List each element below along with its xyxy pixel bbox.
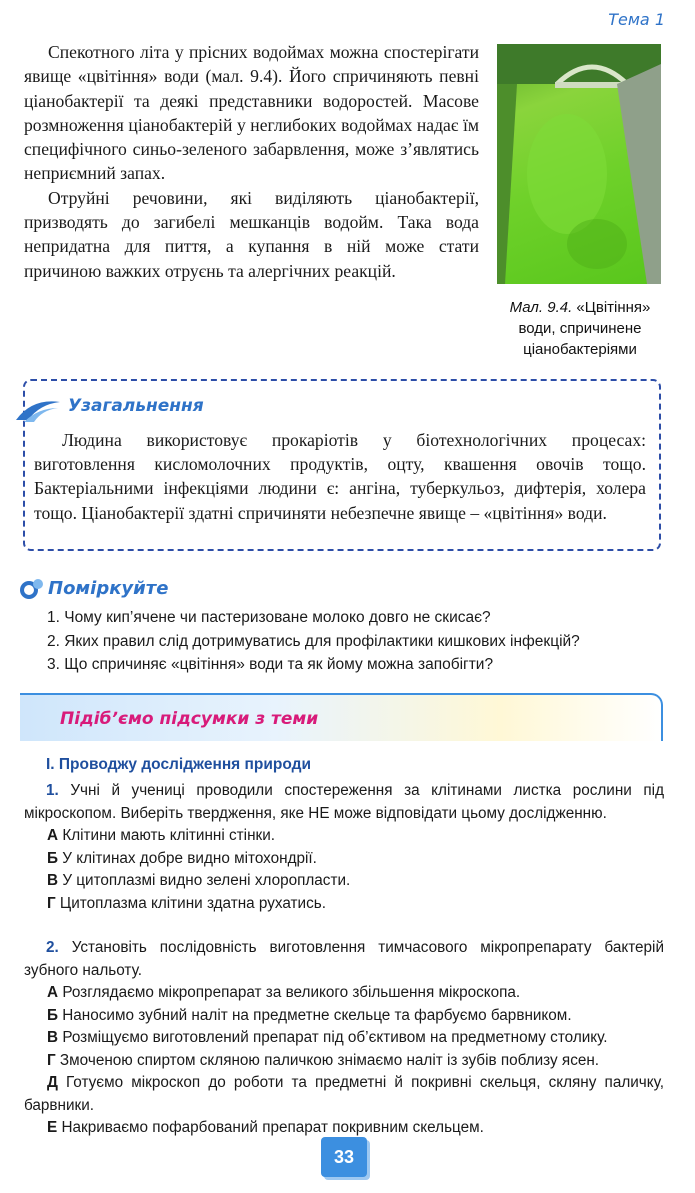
option-letter: В — [47, 872, 59, 889]
option-letter: Г — [47, 1051, 56, 1069]
task-option — [24, 1050, 664, 1073]
option-letter: А — [47, 984, 59, 1001]
figure-label: Мал. 9.4. — [509, 299, 573, 316]
water-bloom-photo — [497, 44, 661, 284]
summary-paragraph: Людина використовує прокаріотів у біотехнологічних процесах: виготовлення кисломолочних продуктів, оцту, квашення овочів тощо. Бактеріальними інфекціями людини є: ангіна, туберкульоз, дифтерія, холера тощо. Ціанобактерії здатні спричиняти небезпечне явище – «цвітіння» води. — [34, 430, 646, 523]
question-item: 2. Яких правил слід дотримуватись для профілактики кишкових інфекцій? — [47, 632, 580, 650]
summary-text — [34, 428, 646, 525]
option-text: У клітинах добре видно мітохондрії. — [62, 849, 317, 867]
option-text: Готуємо мікроскоп до роботи та предметні й покривні скельця, скляну паличку, барвники. — [24, 1074, 664, 1114]
think-icon — [18, 578, 44, 602]
question-item: 3. Що спричиняє «цвітіння» води та як йому можна запобігти? — [47, 656, 494, 673]
task-option — [24, 825, 664, 848]
option-letter: А — [47, 827, 59, 844]
task-1-question — [24, 780, 664, 825]
option-letter: Д — [47, 1074, 58, 1091]
figure-caption-text: «Цвітіння» води, спричинене ціанобактеріями — [518, 299, 651, 358]
results-banner-title: Підібʼємо підсумки з теми — [60, 709, 319, 729]
option-text: Клітини мають клітинні стінки. — [62, 827, 275, 844]
option-letter: Г — [47, 894, 56, 912]
task-option — [24, 848, 664, 871]
task-option — [24, 1072, 664, 1117]
option-text: Змоченою спиртом скляною паличкою знімаємо наліт із зубів поблизу ясен. — [59, 1051, 600, 1069]
page-number: 33 — [321, 1137, 367, 1177]
option-letter: Б — [47, 849, 58, 867]
task-2-question — [24, 937, 664, 982]
option-text: Накриваємо пофарбований препарат покривним скельцем. — [61, 1119, 484, 1136]
option-letter: Е — [47, 1119, 58, 1136]
task-text: Учні й учениці проводили спостереження за клітинами листка рослини під мікроскопом. Виберіть твердження, яке НЕ може відповідати цьому дослідженню. — [24, 782, 665, 822]
question-item: 1. Чому кип’ячене чи пастеризоване молоко довго не скисає? — [47, 609, 491, 626]
option-text: Розміщуємо виготовлений препарат під об’єктивом на предметному столику. — [62, 1029, 608, 1046]
think-title: Поміркуйте — [48, 578, 169, 599]
topic-label: Тема 1 — [608, 10, 665, 29]
task-text: Установіть послідовність виготовлення тимчасового мікропрепарату бактерій зубного нальоту. — [24, 939, 664, 979]
tasks — [24, 780, 664, 1140]
option-text: Цитоплазма клітини здатна рухатись. — [59, 894, 326, 912]
option-letter: В — [47, 1029, 59, 1046]
task-option — [24, 1027, 664, 1050]
figure-caption — [490, 297, 670, 360]
task-option — [24, 1005, 664, 1028]
task-number: 2. — [46, 939, 59, 956]
intro-paragraph: Отруйні речовини, які виділяють ціанобактерії, призводять до загибелі мешканців водойм. Така вода непридатна для пиття, а купання в ній може стати причиною важких отруєнь та алергічних реакцій. — [24, 187, 479, 281]
question-list — [47, 606, 667, 677]
task-option — [24, 893, 664, 916]
intro-paragraph: Спекотного літа у прісних водоймах можна спостерігати явище «цвітіння» води (мал. 9.4). Його спричиняють певні ціанобактерії та деякі представники водоростей. Масове розмноження ціанобактерій у неглибоких водоймах надає їм специфічного синьо-зеленого забарвлення, може з’являтись неприємний запах. — [24, 42, 479, 184]
task-option — [24, 982, 664, 1005]
section-title: І. Проводжу дослідження природи — [46, 756, 311, 773]
intro-text — [24, 40, 479, 283]
task-number: 1. — [46, 782, 59, 799]
wave-icon — [14, 396, 62, 424]
summary-title: Узагальнення — [64, 396, 208, 416]
option-letter: Б — [47, 1006, 58, 1024]
task-option — [24, 870, 664, 893]
water-bloom-illustration — [497, 44, 661, 284]
option-text: Розглядаємо мікропрепарат за великого збільшення мікроскопа. — [62, 984, 521, 1001]
option-text: Наносимо зубний наліт на предметне скельце та фарбуємо барвником. — [62, 1006, 572, 1024]
option-text: У цитоплазмі видно зелені хлоропласти. — [62, 872, 351, 889]
